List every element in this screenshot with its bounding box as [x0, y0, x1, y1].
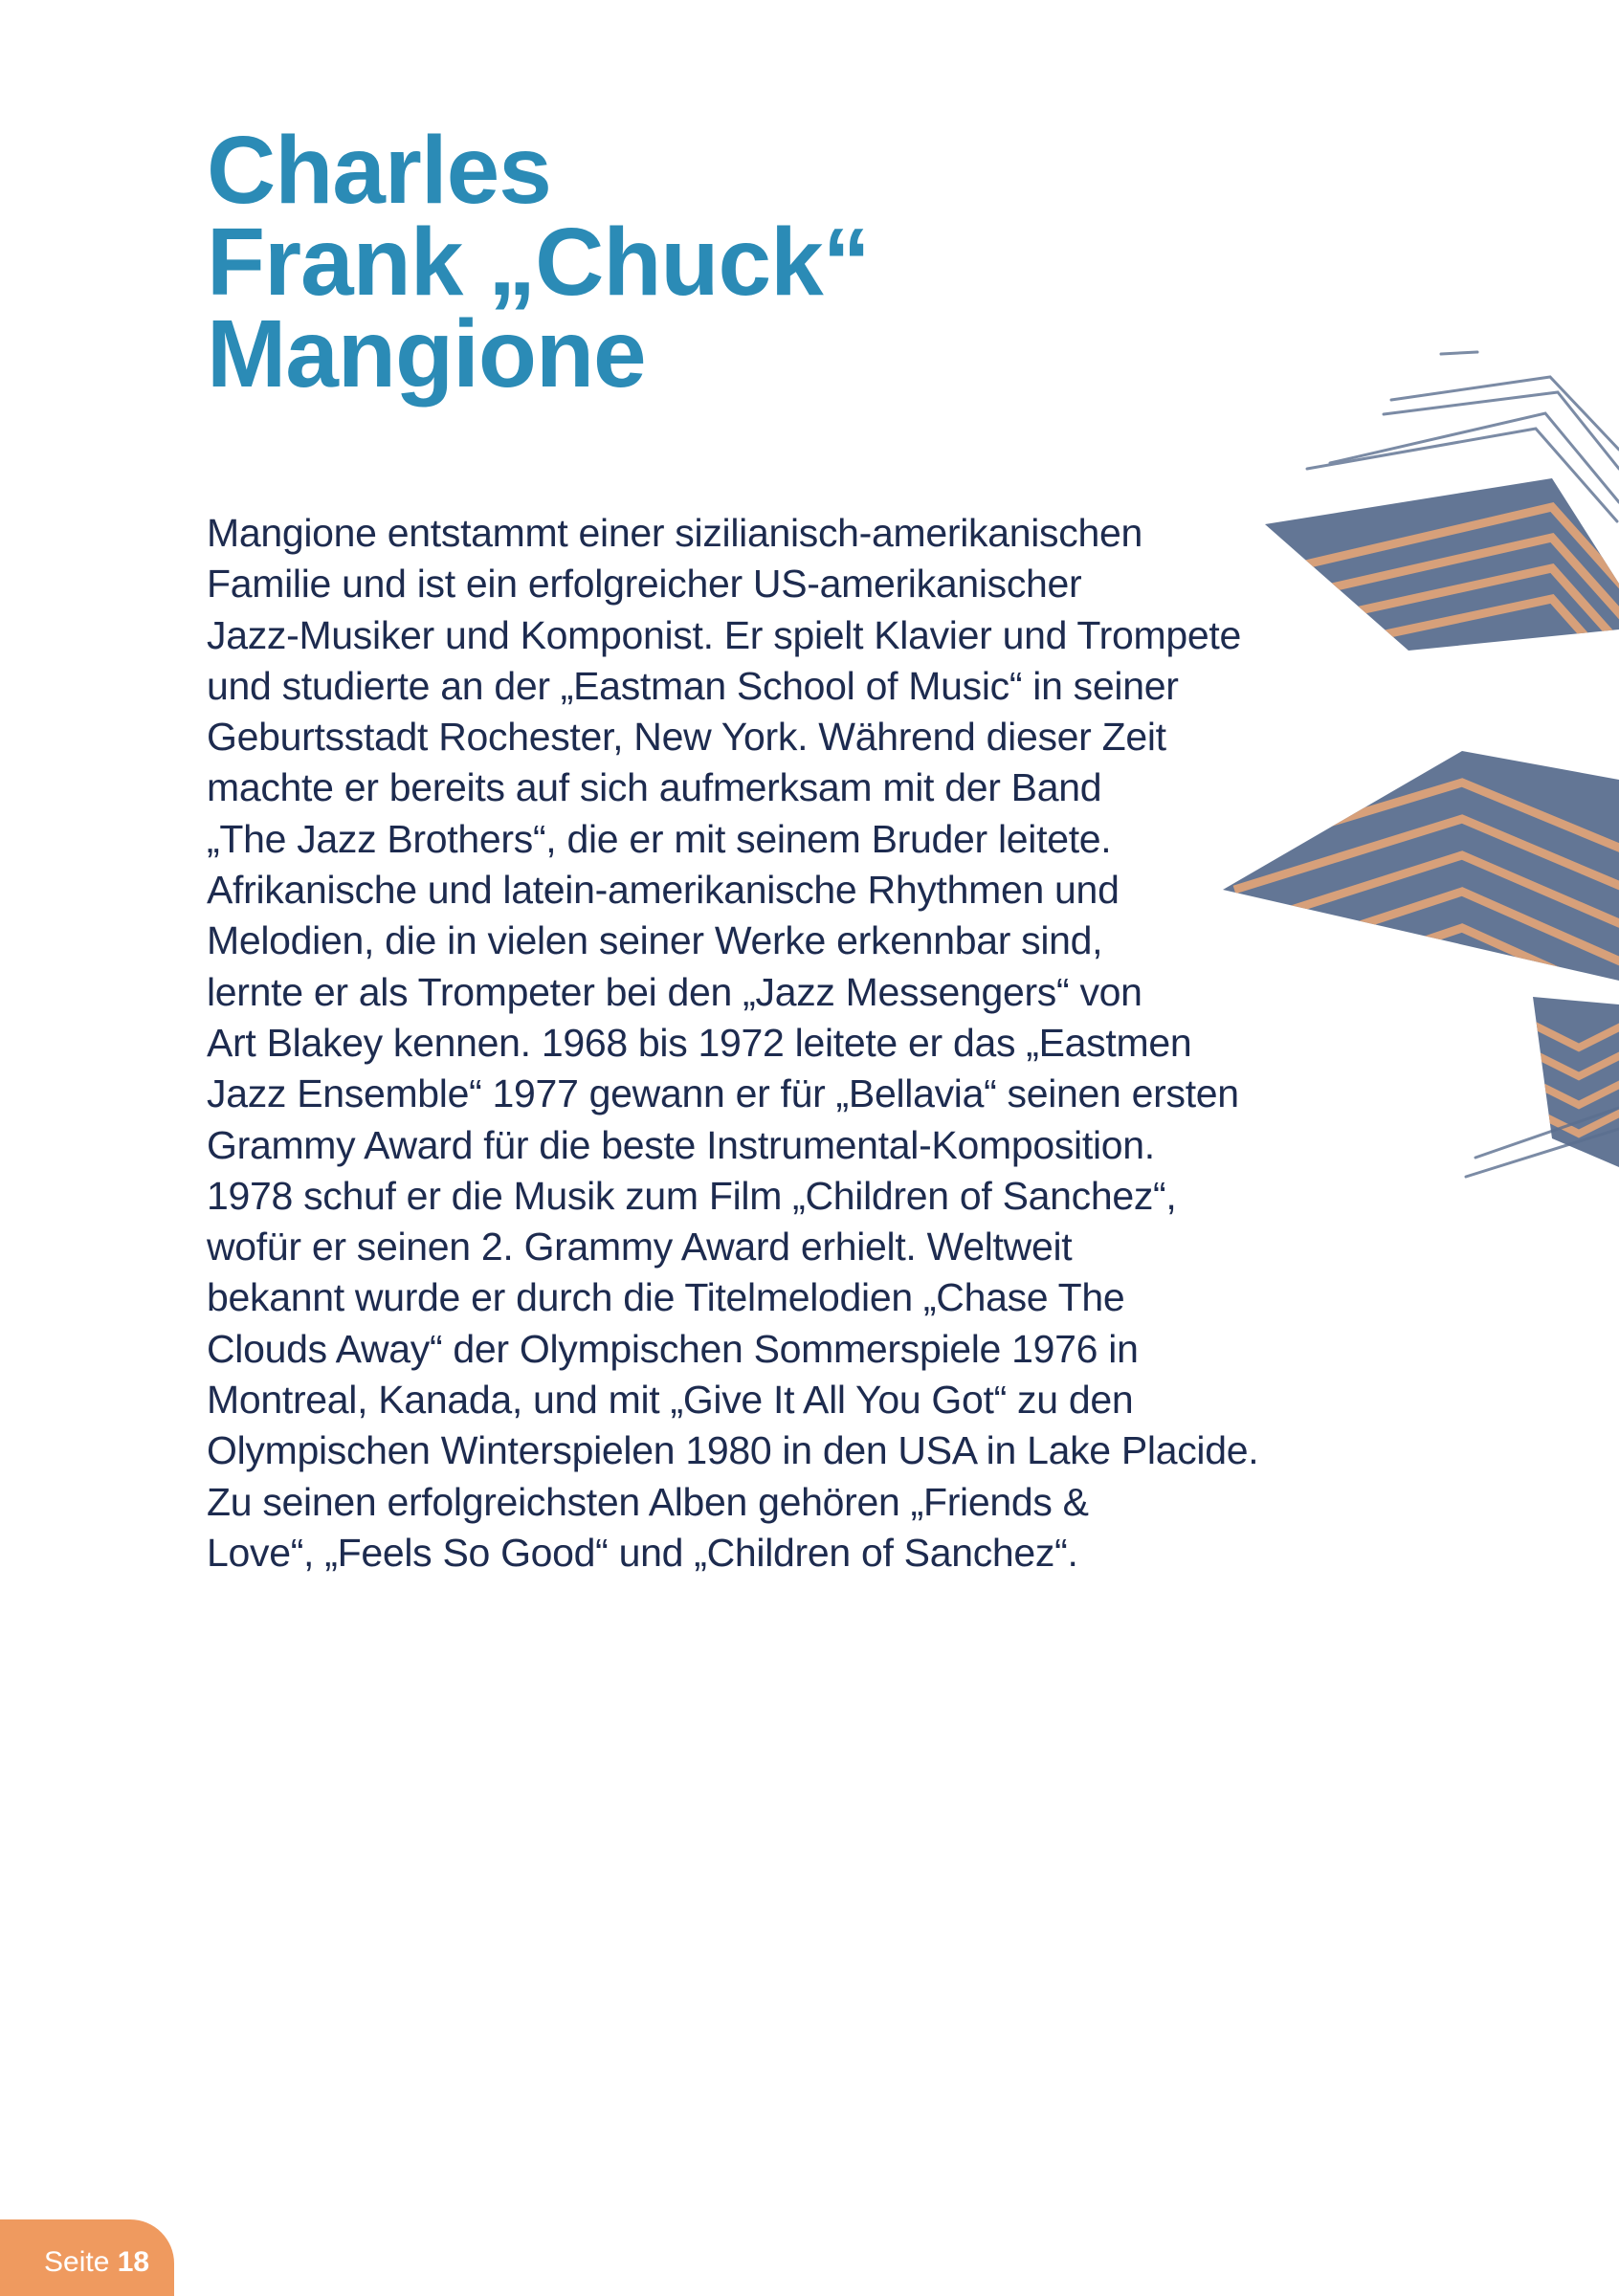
body-line: lernte er als Trompeter bei den „Jazz Messengers“ von	[207, 969, 1142, 1014]
title-line-3: Mangione	[207, 300, 646, 408]
body-line: Zu seinen erfolgreichsten Alben gehören „Friends &	[207, 1479, 1089, 1524]
body-line: Grammy Award für die beste Instrumental-Komposition.	[207, 1122, 1155, 1167]
body-line: Clouds Away“ der Olympischen Sommerspiele 1976 in	[207, 1326, 1139, 1371]
page-title	[207, 117, 870, 408]
biography-paragraph	[207, 508, 1259, 1578]
body-line: bekannt wurde er durch die Titelmelodien „Chase The	[207, 1275, 1125, 1320]
title-line-2: Frank „Chuck“	[207, 209, 870, 316]
body-line: 1978 schuf er die Musik zum Film „Children of Sanchez“,	[207, 1173, 1177, 1218]
abstract-triangles-illustration-icon	[1215, 335, 1619, 1253]
body-line: Jazz Ensemble“ 1977 gewann er für „Bellavia“ seinen ersten	[207, 1071, 1239, 1116]
body-line: Love“, „Feels So Good“ und „Children of Sanchez“.	[207, 1530, 1078, 1575]
body-line: Montreal, Kanada, und mit „Give It All You Got“ zu den	[207, 1378, 1134, 1423]
body-line: Familie und ist ein erfolgreicher US-amerikanischer	[207, 562, 1082, 607]
page-number-value: 18	[117, 2246, 150, 2278]
body-line: Art Blakey kennen. 1968 bis 1972 leitete er das „Eastmen	[207, 1020, 1192, 1065]
body-line: machte er bereits auf sich aufmerksam mit der Band	[207, 765, 1102, 810]
title-line-1: Charles	[207, 117, 551, 224]
body-line: Mangione entstammt einer sizilianisch-amerikanischen	[207, 511, 1142, 555]
page-number	[44, 2246, 149, 2279]
body-line: Afrikanische und latein-amerikanische Rhythmen und	[207, 868, 1120, 913]
body-line: wofür er seinen 2. Grammy Award erhielt. Weltweit	[207, 1225, 1073, 1269]
page-prefix: Seite	[44, 2246, 110, 2278]
body-line: Olympischen Winterspielen 1980 in den USA in Lake Placide.	[207, 1428, 1259, 1473]
body-line: und studierte an der „Eastman School of Music“ in seiner	[207, 663, 1179, 708]
body-line: „The Jazz Brothers“, die er mit seinem Bruder leitete.	[207, 816, 1112, 861]
body-line: Jazz-Musiker und Komponist. Er spielt Klavier und Trompete	[207, 612, 1241, 657]
body-line: Geburtsstadt Rochester, New York. Während dieser Zeit	[207, 715, 1166, 760]
body-line: Melodien, die in vielen seiner Werke erkennbar sind,	[207, 918, 1103, 963]
